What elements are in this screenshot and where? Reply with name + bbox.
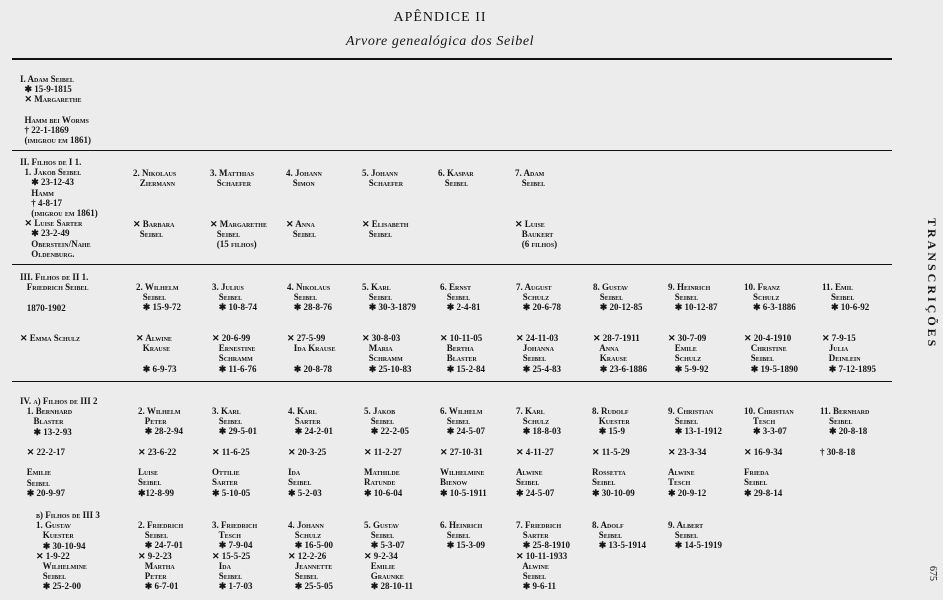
section-4b-entry: 5. Gustav Seibel ✱ 5-3-07 ✕ 9-2-34 Emilie Graunke ✱ 28-10-11 bbox=[364, 520, 414, 592]
section-4a-entry: 8. Rudolf Kuester ✱ 15-9 ✕ 11-5-29 Rossetta Seibel ✱ 30-10-09 bbox=[592, 406, 635, 498]
section-4a-entry: 6. Wilhelm Seibel ✱ 24-5-07 ✕ 27-10-31 Wilhelmine Bienow ✱ 10-5-1911 bbox=[440, 406, 487, 498]
section-3-entry: 5. Karl Seibel ✱ 30-3-1879 ✕ 30-8-03 Maria Schramm ✱ 25-10-83 bbox=[362, 282, 417, 374]
divider-rule bbox=[12, 264, 892, 265]
section-3-entry: 8. Gustav Seibel ✱ 20-12-85 ✕ 28-7-1911 Anna Krause ✱ 23-6-1886 bbox=[593, 282, 648, 374]
entry-adam-seibel: I. Adam Seibel ✱ 15-9-1815 ✕ Margarethe Hamm bei Worms † 22-1-1869 (imigrou em 1861) bbox=[20, 74, 91, 146]
section-3-entry: 6. Ernst Seibel ✱ 2-4-81 ✕ 10-11-05 Bertha Blaster ✱ 15-2-84 bbox=[440, 282, 486, 374]
section-4b-entry: 9. Albert Seibel ✱ 14-5-1919 bbox=[668, 520, 723, 551]
section-4b-entry: 7. Friedrich Sarter ✱ 25-8-1910 ✕ 10-11-1933 Alwine Seibel ✱ 9-6-11 bbox=[516, 520, 571, 592]
divider-rule bbox=[12, 381, 892, 382]
divider-rule bbox=[12, 150, 892, 151]
section-4b-entry: 4. Johann Schulz ✱ 16-5-00 ✕ 12-2-26 Jeannette Seibel ✱ 25-5-05 bbox=[288, 520, 334, 592]
section-4a-entry: 9. Christian Seibel ✱ 13-1-1912 ✕ 23-3-34 Alwine Tesch ✱ 20-9-12 bbox=[668, 406, 723, 498]
section-2-entry: 6. Kaspar Seibel bbox=[438, 168, 474, 189]
section-4a-entry: IV. a) Filhos de III 2 1. Bernhard Blaster ✱ 13-2-93 ✕ 22-2-17 Emilie Seibel ✱ 20-9-97 bbox=[20, 396, 98, 498]
section-3-entry: 10. Franz Schulz ✱ 6-3-1886 ✕ 20-4-1910 Christine Seibel ✱ 19-5-1890 bbox=[744, 282, 799, 374]
section-2-entry: II. Filhos de I 1. 1. Jakob Seibel ✱ 23-12-43 Hamm † 4-8-17 (imigrou em 1861) ✕ Luise Sarter ✱ 23-2-49 Oberstein/Nahe Oldenburg. bbox=[20, 157, 98, 259]
section-4b-entry: b) Filhos de III 3 1. Gustav Kuester ✱ 30-10-94 ✕ 1-9-22 Wilhelmine Seibel ✱ 25-2-00 bbox=[36, 510, 100, 592]
section-2-entry: 4. Johann Simon ✕ Anna Seibel bbox=[286, 168, 322, 240]
section-4a-entry: 11. Bernhard Seibel ✱ 20-8-18 † 30-8-18 bbox=[820, 406, 870, 457]
section-3-entry: III. Filhos de II 1. Friedrich Seibel 1870-1902 ✕ Emma Schulz bbox=[20, 272, 89, 344]
section-2-entry: 7. Adam Seibel ✕ Luise Baukert (6 filhos) bbox=[515, 168, 558, 250]
section-3-entry: 2. Wilhelm Seibel ✱ 15-9-72 ✕ Alwine Krause ✱ 6-9-73 bbox=[136, 282, 182, 374]
side-section-label: TRANSCRIÇÕES bbox=[925, 218, 939, 350]
section-2-entry: 5. Johann Schaefer ✕ Elisabeth Seibel bbox=[362, 168, 409, 240]
section-4a-entry: 3. Karl Seibel ✱ 29-5-01 ✕ 11-6-25 Ottilie Sarter ✱ 5-10-05 bbox=[212, 406, 258, 498]
appendix-heading: APÊNDICE II bbox=[393, 10, 487, 25]
section-4a-entry: 4. Karl Sarter ✱ 24-2-01 ✕ 20-3-25 Ida Seibel ✱ 5-2-03 bbox=[288, 406, 334, 498]
section-4a-entry: 5. Jakob Seibel ✱ 22-2-05 ✕ 11-2-27 Mathilde Ratunde ✱ 10-6-04 bbox=[364, 406, 410, 498]
section-3-entry: 11. Emil Seibel ✱ 10-6-92 ✕ 7-9-15 Julia Deinlein ✱ 7-12-1895 bbox=[822, 282, 877, 374]
section-3-entry: 4. Nikolaus Seibel ✱ 28-8-76 ✕ 27-5-99 Ida Krause ✱ 20-8-78 bbox=[287, 282, 336, 374]
appendix-subtitle: Arvore genealógica dos Seibel bbox=[345, 34, 535, 49]
section-3-entry: 7. August Schulz ✱ 20-6-78 ✕ 24-11-03 Johanna Seibel ✱ 25-4-83 bbox=[516, 282, 562, 374]
section-2-entry: 2. Nikolaus Ziermann ✕ Barbara Seibel bbox=[133, 168, 177, 240]
section-4b-entry: 3. Friedrich Tesch ✱ 7-9-04 ✕ 15-5-25 Ida Seibel ✱ 1-7-03 bbox=[212, 520, 258, 592]
section-4b-entry: 8. Adolf Seibel ✱ 13-5-1914 bbox=[592, 520, 647, 551]
section-4a-entry: 10. Christian Tesch ✱ 3-3-07 ✕ 16-9-34 Frieda Seibel ✱ 29-8-14 bbox=[744, 406, 794, 498]
section-4a-entry: 2. Wilhelm Peter ✱ 28-2-94 ✕ 23-6-22 Luise Seibel ✱12-8-99 bbox=[138, 406, 184, 498]
section-4a-entry: 7. Karl Schulz ✱ 18-8-03 ✕ 4-11-27 Alwine Seibel ✱ 24-5-07 bbox=[516, 406, 562, 498]
page-number: 675 bbox=[927, 566, 938, 581]
section-3-entry: 9. Heinrich Seibel ✱ 10-12-87 ✕ 30-7-09 Emile Schulz ✱ 5-9-92 bbox=[668, 282, 718, 374]
section-3-entry: 3. Julius Seibel ✱ 10-8-74 ✕ 20-6-99 Ernestine Schramm ✱ 11-6-76 bbox=[212, 282, 258, 374]
section-2-entry: 3. Matthias Schaefer ✕ Margarethe Seibel (15 filhos) bbox=[210, 168, 267, 250]
section-4b-entry: 6. Heinrich Seibel ✱ 15-3-09 bbox=[440, 520, 486, 551]
top-rule bbox=[12, 58, 892, 60]
section-4b-entry: 2. Friedrich Seibel ✱ 24-7-01 ✕ 9-2-23 Martha Peter ✱ 6-7-01 bbox=[138, 520, 184, 592]
